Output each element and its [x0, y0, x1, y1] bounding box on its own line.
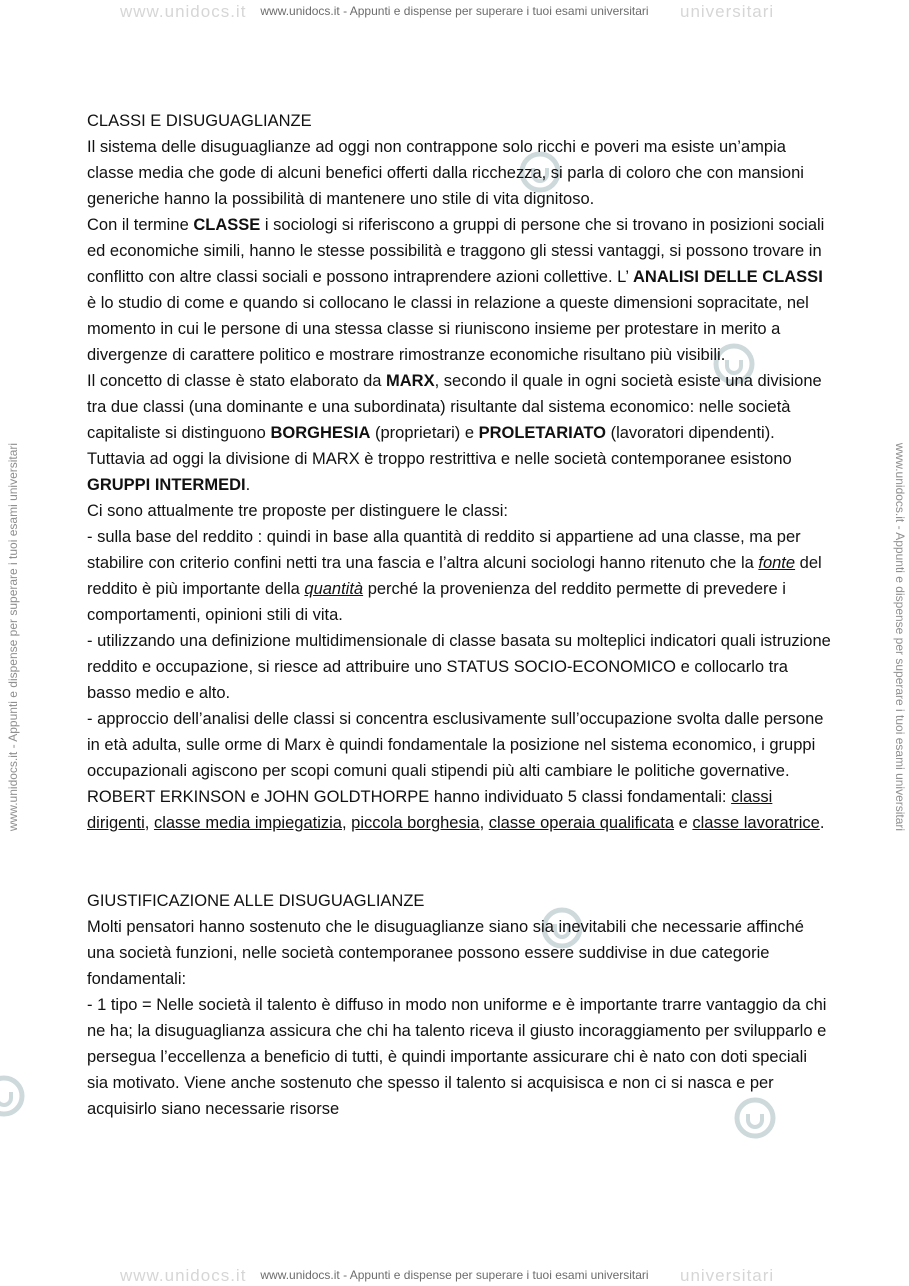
ghost-watermark-right: universitari: [680, 2, 775, 21]
paragraph: Con il termine CLASSE i sociologi si riferiscono a gruppi di persone che si trovano in posizioni sociali ed economiche simili, hanno le stesse possibilità e traggono gli stessi vantaggi, si possono trovare in conflitto con altre classi sociali e possono intraprendere azioni collettive. L’ ANALISI DELLE CLASSI è lo studio di come e quando si collocano le classi in relazione a queste dimensioni sopracitate, nel momento in cui le persone di una stessa classe si riuniscono insieme per protestare in merito a divergenze di carattere politico e mostrare rimostranze economiche risultano più visibili.: [87, 216, 825, 364]
footer-banner: www.unidocs.it - Appunti e dispense per superare i tuoi esami universitari: [260, 1268, 649, 1282]
ghost-watermark-left: www.unidocs.it: [120, 1266, 247, 1285]
term-gruppi-intermedi: GRUPPI INTERMEDI: [87, 476, 246, 494]
paragraph: Il concetto di classe è stato elaborato da MARX, secondo il quale in ogni società esiste una divisione tra due classi (una dominante e una subordinata) risultante dal sistema economico: nelle società capitaliste si distinguono BORGHESIA (proprietari) e PROLETARIATO (lavoratori dipendenti). Tuttavia ad oggi la divisione di MARX è troppo restrittiva e nelle società contemporanee esistono GRUPPI INTERMEDI.: [87, 372, 822, 494]
paragraph: Molti pensatori hanno sostenuto che le disuguaglianze siano sia inevitabili che necessarie affinché una società funzioni, nelle società contemporanee possono essere suddivise in due categorie fondamentali:: [87, 918, 804, 988]
paragraph: Il sistema delle disuguaglianze ad oggi non contrappone solo ricchi e poveri ma esiste un’ampia classe media che gode di alcuni benefici offerti dalla ricchezza, si parla di coloro che con mansioni generiche hanno la possibilità di mantenere uno stile di vita dignitoso.: [87, 138, 804, 208]
term-borghesia: BORGHESIA: [270, 424, 371, 442]
document-body: [87, 108, 832, 1122]
class-dirigenti: classi dirigenti: [87, 788, 773, 832]
list-item: - approccio dell’analisi delle classi si concentra esclusivamente sull’occupazione svolta dalle persone in età adulta, sulle orme di Marx è quindi fondamentale la posizione nel sistema economico, i gruppi occupazionali agiscono per scopi comuni quali stipendi più alti cambiare le politiche governative. ROBERT ERKINSON e JOHN GOLDTHORPE hanno individuato 5 classi fondamentali: classi dirigenti, classe media impiegatizia, piccola borghesia, classe operaia qualificata e classe lavoratrice.: [87, 710, 825, 832]
class-lavoratrice: classe lavoratrice: [692, 814, 820, 832]
term-proletariato: PROLETARIATO: [478, 424, 607, 442]
term-classe: CLASSE: [193, 216, 261, 234]
term-quantita: quantità: [304, 580, 364, 598]
section-heading-classi: CLASSI E DISUGUAGLIANZE: [87, 112, 312, 130]
term-fonte: fonte: [758, 554, 796, 572]
list-item: - utilizzando una definizione multidimensionale di classe basata su molteplici indicatori quali istruzione reddito e occupazione, si riesce ad attribuire uno STATUS SOCIO-ECONOMICO e collocarlo tra basso medio e alto.: [87, 632, 831, 702]
right-side-banner: www.unidocs.it - Appunti e dispense per superare i tuoi esami universitari: [893, 442, 907, 832]
left-side-banner: www.unidocs.it - Appunti e dispense per superare i tuoi esami universitari: [6, 442, 20, 832]
class-piccola-borghesia: piccola borghesia: [351, 814, 480, 832]
term-analisi-classi: ANALISI DELLE CLASSI: [633, 268, 823, 286]
paragraph: Ci sono attualmente tre proposte per distinguere le classi:: [87, 502, 508, 520]
list-item: - 1 tipo = Nelle società il talento è diffuso in modo non uniforme e è importante trarre vantaggio da chi ne ha; la disuguaglianza assicura che chi ha talento riceva il giusto incoraggiamento per svilupparlo e persegua l’eccellenza a beneficio di tutti, è quindi importante assicurare chi è nato con doti speciali sia motivato. Viene anche sostenuto che spesso il talento si acquisisca e non ci si nasca e per acquisirlo siano necessarie risorse: [87, 996, 827, 1118]
term-marx: MARX: [386, 372, 435, 390]
watermark-logo-icon: [0, 1074, 28, 1118]
ghost-watermark-left: www.unidocs.it: [120, 2, 247, 21]
ghost-watermark-right: universitari: [680, 1266, 775, 1285]
section-heading-giustificazione: GIUSTIFICAZIONE ALLE DISUGUAGLIANZE: [87, 892, 425, 910]
class-operaia-qualificata: classe operaia qualificata: [488, 814, 675, 832]
class-media-impiegatizia: classe media impiegatizia: [153, 814, 342, 832]
header-banner: www.unidocs.it - Appunti e dispense per superare i tuoi esami universitari: [260, 4, 649, 18]
list-item: - sulla base del reddito : quindi in base alla quantità di reddito si appartiene ad una classe, ma per stabilire con criterio confini netti tra una fascia e l’altra alcuni sociologi hanno ritenuto che la fonte del reddito è più importante della quantità perché la provenienza del reddito permette di prevedere i comportamenti, opinioni stili di vita.: [87, 528, 822, 624]
